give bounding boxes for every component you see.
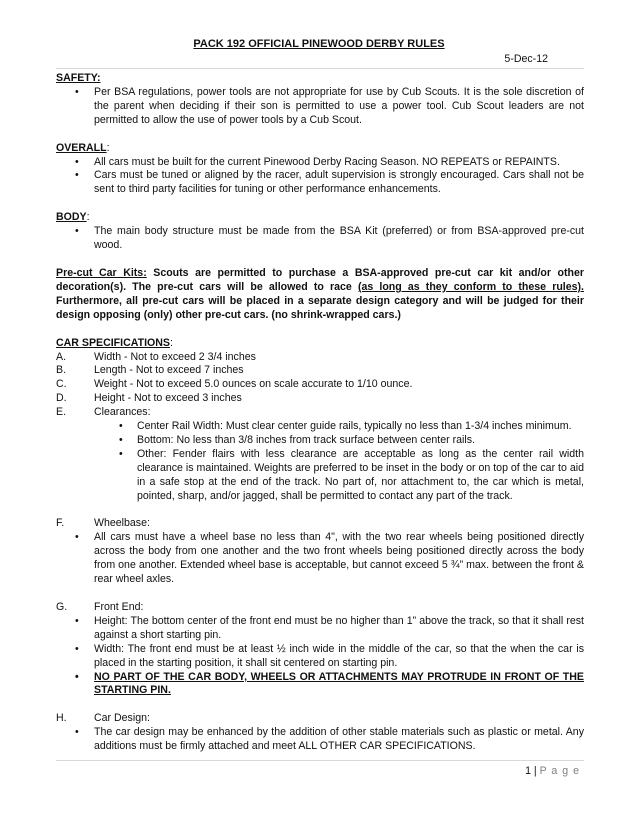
clearances-list	[56, 420, 584, 503]
list-item: • Bottom: No less than 3/8 inches from track surface between center rails.	[56, 434, 584, 448]
list-item: • All cars must be built for the current Pinewood Derby Racing Season. NO REPEATS or REPAINTS.	[56, 156, 584, 170]
spec-item: C. Weight - Not to exceed 5.0 ounces on scale accurate to 1/10 ounce.	[56, 378, 413, 391]
list-item: • Center Rail Width: Must clear center guide rails, typically no less than 1-3/4 inches minimum.	[56, 420, 584, 434]
page-footer	[525, 765, 580, 779]
section-precut: Pre-cut Car Kits: Scouts are permitted to purchase a BSA-approved pre-cut car kit and/or other decoration(s). The pre-cut cars will be allowed to race (as long as they conform to these rules). Furthermore, all pre-cut cars will be placed in a separate design category and will be judged for their design opposing (only) other pre-cut cars. (no shrink-wrapped cars.)	[56, 266, 584, 321]
section-safety	[56, 72, 584, 128]
section-body: BODY: • The main body structure must be made from the BSA Kit (preferred) or from BSA-approved pre-cut wood.	[56, 211, 584, 253]
section-heading: SAFETY:	[56, 72, 101, 84]
list-item: • Width: The front end must be at least ½ inch wide in the middle of the car, so that the when the car is placed in the starting position, it shall sit centered on starting pin.	[56, 643, 584, 671]
section-heading: Pre-cut Car Kits:	[56, 266, 147, 279]
page-number: 1	[525, 765, 531, 777]
warning-item: • NO PART OF THE CAR BODY, WHEELS OR ATTACHMENTS MAY PROTRUDE IN FRONT OF THE STARTING PIN.	[56, 671, 584, 699]
spec-item: B. Length - Not to exceed 7 inches	[56, 364, 244, 377]
document-title: PACK 192 OFFICIAL PINEWOOD DERBY RULES	[193, 38, 445, 50]
document-body	[56, 68, 584, 754]
list-item: • The car design may be enhanced by the addition of other stable materials such as plastic or metal. Any additions must be firmly attached and meet ALL OTHER CAR SPECIFICATIONS.	[56, 726, 584, 754]
section-car-specifications: CAR SPECIFICATIONS: A. Width - Not to exceed 2 3/4 inches B. Length - Not to exceed 7 inches C. Weight - Not to exceed 5.0 ounces on scale accurate to 1/10 ounce. D. Height - Not to exceed 3 inches E. Clearances: • Center Rail Width: Must clear center guide rails, typically no less than 1-3/4 inches minimum. • Bottom: No less than 3/8 inches from track surface between center rails. • Other: Fender flairs with less clearance are acceptable as long as the center rail width clearance is maintained. Weights are preferred to be inset in the body or on top of the car to aid in a safe stop at the end of the track. No part of, nor attachment to, the car which is metal, pointed, sharp, and/or jagged, shall be permitted to contact any part of the track. F. Wheelbase: • All cars must have a wheel base no less than 4", with the two rear wheels being positioned directly across the body from one another and the two front wheels being positioned directly across the body from one another. Extended wheel base is acceptable, but cannot exceed 5 ¾” max. between the front & rear wheel axles. G. Front End: • Height: The bottom center of the front end must be no higher than 1” above the track, so that it shall rest against a short starting pin. • Width: The front end must be at least ½ inch wide in the middle of the car, so that the when the car is placed in the starting position, it shall sit centered on starting pin. • NO PART OF THE CAR BODY, WHEELS OR ATTACHMENTS MAY PROTRUDE IN FRONT OF THE STARTING PIN. H. Car Design: • The car design may be enhanced by the addition of other stable materials such as plastic or metal. Any additions must be firmly attached and meet ALL OTHER CAR SPECIFICATIONS.	[56, 337, 584, 754]
header-divider	[56, 68, 584, 69]
section-overall: OVERALL: • All cars must be built for the current Pinewood Derby Racing Season. NO REPEATS or REPAINTS. • Cars must be tuned or aligned by the racer, adult supervision is strongly encouraged. Cars shall not be sent to third party facilities for tuning or other performance enhancements.	[56, 142, 584, 198]
footer-divider	[56, 760, 584, 761]
spec-item: D. Height - Not to exceed 3 inches	[56, 392, 242, 405]
list-item: • Per BSA regulations, power tools are not appropriate for use by Cub Scouts. It is the sole discretion of the parent when deciding if their son is permitted to use a power tool. Cub Scout leaders are not permitted to allow the use of power tools by a Cub Scout.	[56, 86, 584, 128]
list-item: • All cars must have a wheel base no less than 4", with the two rear wheels being positioned directly across the body from one another and the two front wheels being positioned directly across the body from one another. Extended wheel base is acceptable, but cannot exceed 5 ¾” max. between the front & rear wheel axles.	[56, 531, 584, 587]
document-date: 5-Dec-12	[504, 53, 548, 65]
spec-item-wheelbase: F. Wheelbase:	[56, 517, 150, 530]
spec-item-front-end: G. Front End:	[56, 601, 144, 613]
section-heading: CAR SPECIFICATIONS	[56, 336, 170, 349]
footer-separator: |	[530, 765, 540, 777]
spec-item: A. Width - Not to exceed 2 3/4 inches	[56, 350, 256, 363]
list-item: • The main body structure must be made from the BSA Kit (preferred) or from BSA-approved pre-cut wood.	[56, 225, 584, 253]
spec-item-car-design: H. Car Design:	[56, 712, 150, 725]
section-heading: BODY	[56, 211, 87, 224]
page-label: P a g e	[539, 765, 580, 777]
list-item: • Cars must be tuned or aligned by the racer, adult supervision is strongly encouraged. Cars shall not be sent to third party facilities for tuning or other performance enhancements.	[56, 169, 584, 197]
section-heading: OVERALL	[56, 141, 107, 154]
list-item: • Other: Fender flairs with less clearance are acceptable as long as the center rail width clearance is maintained. Weights are preferred to be inset in the body or on top of the car to aid in a safe stop at the end of the track. No part of, nor attachment to, the car which is metal, pointed, sharp, and/or jagged, shall be permitted to contact any part of the track.	[56, 448, 584, 504]
list-item: • Height: The bottom center of the front end must be no higher than 1” above the track, so that it shall rest against a short starting pin.	[56, 615, 584, 643]
spec-item: E. Clearances:	[56, 406, 151, 419]
